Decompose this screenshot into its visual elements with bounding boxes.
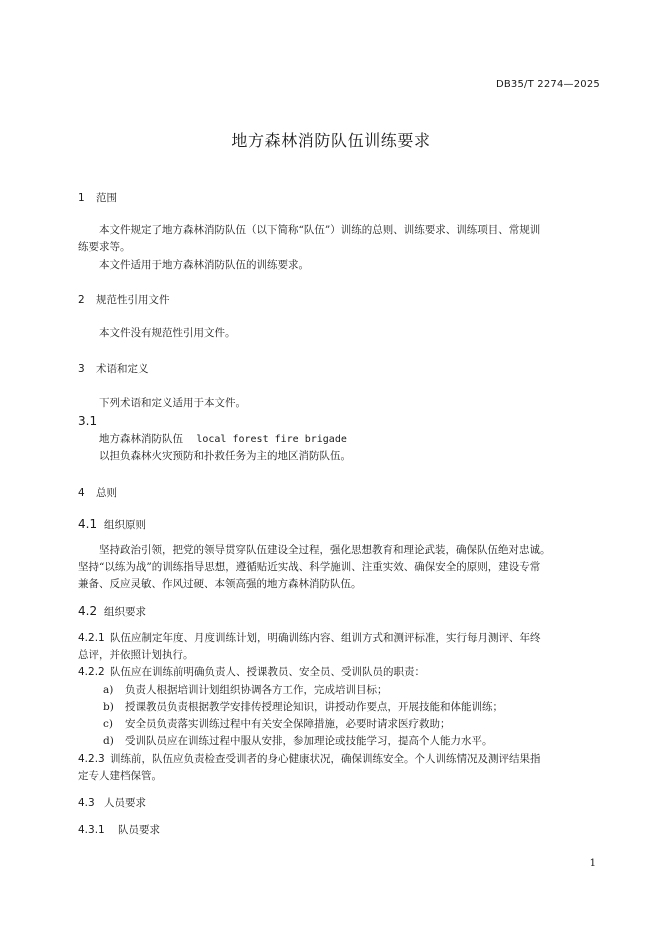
section-1-paragraph-1: 本文件规定了地方森林消防队伍（以下简称“队伍”）训练的总则、训练要求、训练项目、常规训 练要求等。: [78, 224, 541, 253]
term-chinese: 地方森林消防队伍: [99, 433, 183, 445]
section-3-paragraph: 下列术语和定义适用于本文件。: [99, 397, 246, 409]
term-english: local forest fire brigade: [196, 434, 347, 445]
section-1-paragraph-2: 本文件适用于地方森林消防队伍的训练要求。: [99, 259, 309, 271]
section-1-heading: 1 范围: [78, 192, 117, 204]
section-4-1-paragraph: 坚持政治引领，把党的领导贯穿队伍建设全过程，强化思想教育和理论武装，确保队伍绝对忠诚。 坚持“以练为战”的训练指导思想，遵循贴近实战、科学施训、注重实效、确保安全的原则，建设专常 兼备、反应灵敏、作风过硬、本领高强的地方森林消防队伍。: [78, 544, 551, 590]
document-title: 地方森林消防队伍训练要求: [231, 131, 431, 150]
list-item: b) 授课教员负责根据教学安排传授理论知识，讲授动作要点，开展技能和体能训练；: [103, 701, 503, 713]
term-entry: [99, 431, 347, 446]
document-code: DB35/T 2274—2025: [495, 79, 600, 90]
page-number: 1: [589, 858, 596, 869]
section-4-heading: 4 总则: [78, 487, 117, 499]
section-4-2-heading: 4.2 组织要求: [78, 604, 146, 618]
list-item: d) 受训队员应在训练过程中服从安排，参加理论或技能学习，提高个人能力水平。: [103, 735, 493, 747]
clause-4-2-3: 4.2.3 训练前，队伍应负责检查受训者的身心健康状况，确保训练安全。个人训练情况及测评结果指: [78, 753, 541, 765]
term-definition: 以担负森林火灾预防和扑救任务为主的地区消防队伍。: [99, 450, 351, 462]
section-4-3-heading: 4.3 人员要求: [78, 797, 146, 809]
clause-4-3-1: 4.3.1 队员要求: [78, 824, 160, 836]
clause-4-2-3-cont: 定专人建档保管。: [78, 770, 162, 782]
section-2-heading: 2 规范性引用文件: [78, 294, 170, 306]
section-4-1-heading: 4.1 组织原则: [78, 517, 146, 531]
list-item: a) 负责人根据培训计划组织协调各方工作，完成培训目标；: [103, 684, 388, 696]
clause-4-2-2: 4.2.2 队伍应在训练前明确负责人、授课教员、安全员、受训队员的职责：: [78, 666, 425, 678]
section-2-paragraph: 本文件没有规范性引用文件。: [99, 327, 236, 339]
list-item: c) 安全员负责落实训练过程中有关安全保障措施，必要时请求医疗救助；: [103, 718, 451, 730]
clause-4-2-1: 4.2.1 队伍应制定年度、月度训练计划，明确训练内容、组训方式和测评标准，实行每月测评、年终: [78, 632, 541, 644]
clause-4-2-1-cont: 总评，并依照计划执行。: [78, 649, 194, 661]
section-3-heading: 3 术语和定义: [78, 363, 149, 375]
term-number: 3.1: [78, 414, 98, 428]
